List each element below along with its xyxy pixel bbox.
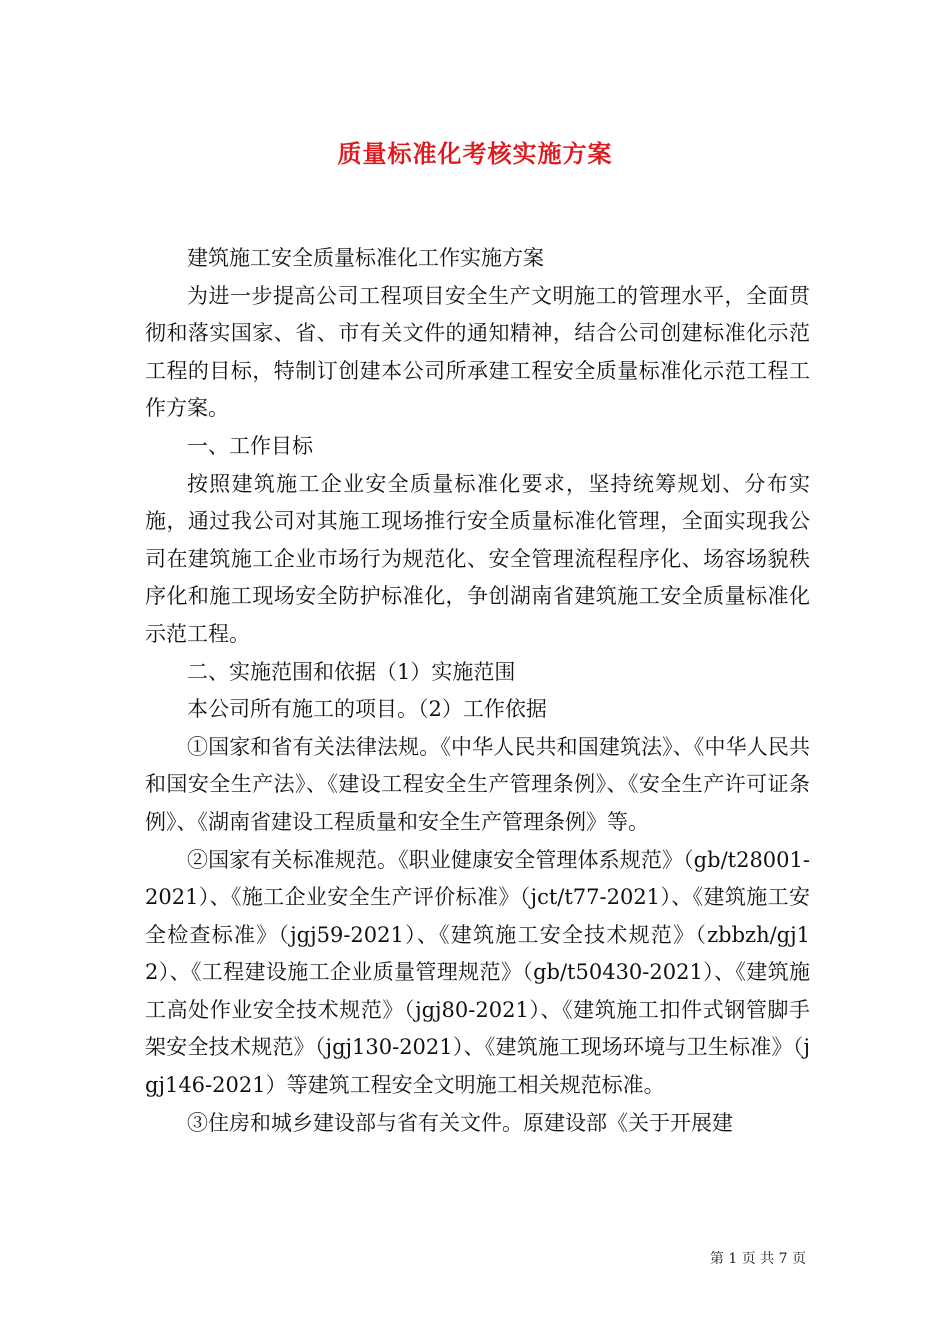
paragraph-standards: ②国家有关标准规范。《职业健康安全管理体系规范》（gb/t28001-2021）、《施工企业安全生产评价标准》（jct/t77-2021）、《建筑施工安全检查标准》（jgj59-2021）、《建筑施工安全技术规范》（zbbzh/gj12）、《工程建设施工企业质量管理规范》（gb/t50430-2021）、《建筑施工高处作业安全技术规范》（jgj80-2021）、《建筑施工扣件式钢管脚手架安全技术规范》（jgj130-2021）、《建筑施工现场环境与卫生标准》（jgj146-2021）等建筑工程安全文明施工相关规范标准。	[145, 847, 810, 1098]
section-heading-goals: 一、工作目标	[187, 433, 313, 458]
paragraph-documents: ③住房和城乡建设部与省有关文件。原建设部《关于开展建	[187, 1110, 733, 1135]
paragraph-goals: 按照建筑施工企业安全质量标准化要求，坚持统筹规划、分布实施，通过我公司对其施工现场推行安全质量标准化管理，全面实现我公司在建筑施工企业市场行为规范化、安全管理流程程序化、场容场貌秩序化和施工现场安全防护标准化，争创湖南省建筑施工安全质量标准化示范工程。	[145, 471, 810, 646]
paragraph-intro: 为进一步提高公司工程项目安全生产文明施工的管理水平，全面贯彻和落实国家、省、市有关文件的通知精神，结合公司创建标准化示范工程的目标，特制订创建本公司所承建工程安全质量标准化示范工程工作方案。	[145, 283, 810, 421]
paragraph-laws: ①国家和省有关法律法规。《中华人民共和国建筑法》、《中华人民共和国安全生产法》、《建设工程安全生产管理条例》、《安全生产许可证条例》、《湖南省建设工程质量和安全生产管理条例》等。	[145, 734, 810, 834]
paragraph-subtitle: 建筑施工安全质量标准化工作实施方案	[187, 246, 544, 270]
paragraph-scope: 本公司所有施工的项目。（2）工作依据	[187, 697, 547, 722]
document-title: 质量标准化考核实施方案	[337, 139, 613, 168]
section-heading-scope: 二、实施范围和依据（1）实施范围	[187, 659, 516, 684]
page-number-footer: 第 1 页 共 7 页	[709, 1251, 806, 1267]
document-body	[145, 240, 810, 1142]
